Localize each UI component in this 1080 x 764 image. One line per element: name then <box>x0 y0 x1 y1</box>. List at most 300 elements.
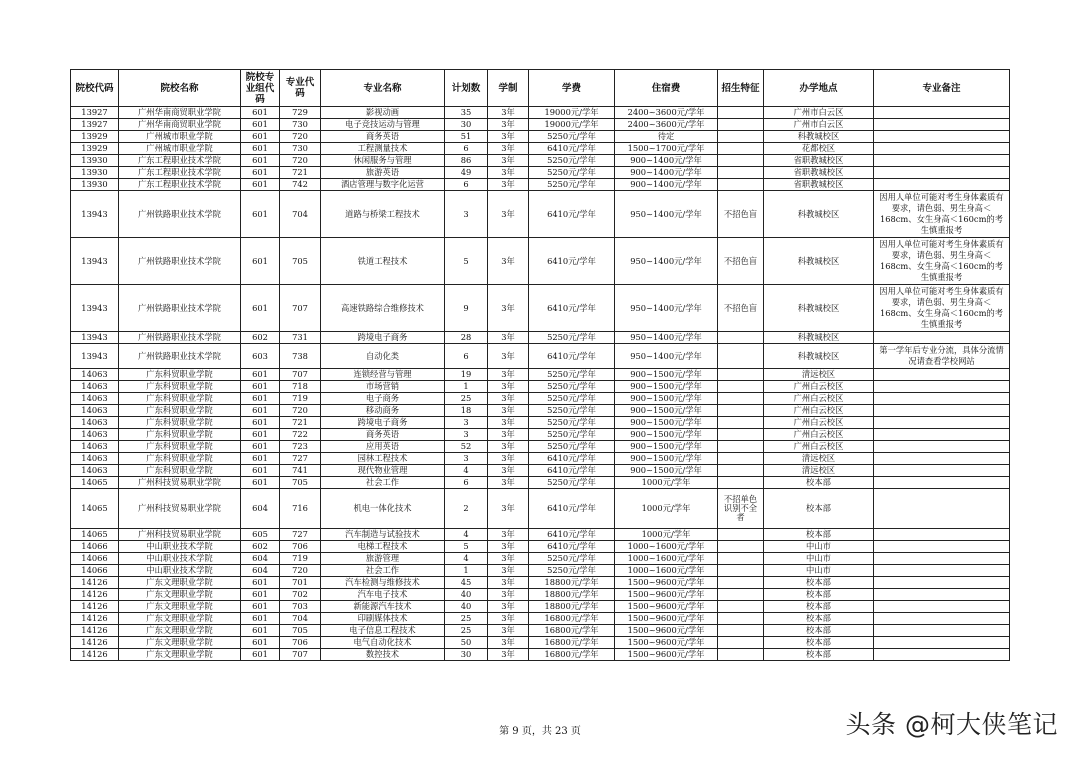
cell-tuition: 19000元/学年 <box>529 107 615 119</box>
cell-location: 校本部 <box>764 489 874 529</box>
cell-plan-count: 18 <box>445 405 488 417</box>
cell-major-notes <box>874 453 1010 465</box>
cell-duration: 3年 <box>488 649 529 661</box>
table-row <box>71 393 1010 405</box>
cell-location: 广州白云校区 <box>764 405 874 417</box>
cell-tuition: 6410元/学年 <box>529 529 615 541</box>
cell-major-notes <box>874 131 1010 143</box>
cell-school-name: 广州铁路职业技术学院 <box>119 332 241 344</box>
cell-enrollment-feature <box>718 369 764 381</box>
cell-school-code: 13943 <box>71 285 119 332</box>
cell-school-code: 13927 <box>71 119 119 131</box>
cell-duration: 3年 <box>488 453 529 465</box>
cell-location: 校本部 <box>764 529 874 541</box>
cell-location: 中山市 <box>764 553 874 565</box>
cell-tuition: 6410元/学年 <box>529 285 615 332</box>
cell-duration: 3年 <box>488 541 529 553</box>
table-row <box>71 577 1010 589</box>
cell-major-code: 721 <box>280 417 321 429</box>
cell-group-code: 601 <box>241 417 280 429</box>
cell-enrollment-feature <box>718 453 764 465</box>
cell-dorm-fee: 1000元/学年 <box>615 529 718 541</box>
cell-major-notes: 因用人单位可能对考生身体素质有要求，请色弱、男生身高＜168cm、女生身高＜160cm的考生慎重报考 <box>874 238 1010 285</box>
cell-school-name: 广东工程职业技术学院 <box>119 179 241 191</box>
cell-plan-count: 4 <box>445 529 488 541</box>
cell-plan-count: 40 <box>445 589 488 601</box>
table-row <box>71 441 1010 453</box>
cell-school-code: 14126 <box>71 577 119 589</box>
cell-school-name: 广东工程职业技术学院 <box>119 167 241 179</box>
cell-location: 校本部 <box>764 637 874 649</box>
cell-location: 广州白云校区 <box>764 381 874 393</box>
cell-school-code: 14066 <box>71 541 119 553</box>
cell-enrollment-feature: 不招单色识别不全者 <box>718 489 764 529</box>
cell-location: 广州白云校区 <box>764 393 874 405</box>
cell-major-notes <box>874 441 1010 453</box>
cell-dorm-fee: 待定 <box>615 131 718 143</box>
cell-location: 广州市白云区 <box>764 107 874 119</box>
cell-school-code: 14126 <box>71 637 119 649</box>
cell-major-name: 汽车电子技术 <box>321 589 445 601</box>
cell-location: 校本部 <box>764 477 874 489</box>
cell-group-code: 601 <box>241 167 280 179</box>
cell-school-code: 13943 <box>71 332 119 344</box>
cell-school-name: 广东文理职业学院 <box>119 649 241 661</box>
cell-major-name: 社会工作 <box>321 477 445 489</box>
cell-major-name: 旅游英语 <box>321 167 445 179</box>
cell-group-code: 601 <box>241 589 280 601</box>
cell-tuition: 5250元/学年 <box>529 155 615 167</box>
cell-major-name: 市场营销 <box>321 381 445 393</box>
cell-tuition: 19000元/学年 <box>529 119 615 131</box>
cell-school-name: 广东文理职业学院 <box>119 625 241 637</box>
cell-group-code: 601 <box>241 107 280 119</box>
table-row <box>71 417 1010 429</box>
cell-major-name: 新能源汽车技术 <box>321 601 445 613</box>
cell-major-notes <box>874 541 1010 553</box>
cell-plan-count: 4 <box>445 553 488 565</box>
cell-dorm-fee: 900~1500元/学年 <box>615 393 718 405</box>
cell-enrollment-feature <box>718 577 764 589</box>
cell-school-code: 14063 <box>71 417 119 429</box>
cell-major-notes <box>874 637 1010 649</box>
cell-plan-count: 86 <box>445 155 488 167</box>
cell-major-code: 720 <box>280 405 321 417</box>
cell-major-name: 数控技术 <box>321 649 445 661</box>
cell-group-code: 601 <box>241 601 280 613</box>
cell-dorm-fee: 900~1400元/学年 <box>615 167 718 179</box>
cell-school-name: 广州铁路职业技术学院 <box>119 191 241 238</box>
page-number: 第 9 页，共 23 页 <box>499 726 581 737</box>
cell-dorm-fee: 1000元/学年 <box>615 477 718 489</box>
cell-plan-count: 5 <box>445 541 488 553</box>
cell-major-code: 730 <box>280 143 321 155</box>
table-row <box>71 553 1010 565</box>
cell-major-name: 酒店管理与数字化运营 <box>321 179 445 191</box>
cell-tuition: 5250元/学年 <box>529 565 615 577</box>
table-row <box>71 649 1010 661</box>
cell-tuition: 5250元/学年 <box>529 417 615 429</box>
cell-major-name: 汽车检测与维修技术 <box>321 577 445 589</box>
cell-location: 省职教城校区 <box>764 155 874 167</box>
cell-school-name: 中山职业技术学院 <box>119 565 241 577</box>
cell-major-code: 704 <box>280 191 321 238</box>
cell-major-notes <box>874 393 1010 405</box>
cell-enrollment-feature <box>718 417 764 429</box>
cell-group-code: 602 <box>241 541 280 553</box>
cell-school-name: 广东科贸职业学院 <box>119 369 241 381</box>
cell-plan-count: 49 <box>445 167 488 179</box>
cell-major-name: 高速铁路综合维修技术 <box>321 285 445 332</box>
cell-enrollment-feature <box>718 107 764 119</box>
cell-major-notes <box>874 417 1010 429</box>
cell-location: 校本部 <box>764 589 874 601</box>
cell-location: 校本部 <box>764 613 874 625</box>
cell-tuition: 16800元/学年 <box>529 625 615 637</box>
cell-duration: 3年 <box>488 529 529 541</box>
cell-duration: 3年 <box>488 238 529 285</box>
cell-location: 中山市 <box>764 565 874 577</box>
cell-tuition: 6410元/学年 <box>529 344 615 369</box>
cell-school-name: 中山职业技术学院 <box>119 541 241 553</box>
cell-major-notes: 因用人单位可能对考生身体素质有要求，请色弱、男生身高＜168cm、女生身高＜160cm的考生慎重报考 <box>874 285 1010 332</box>
cell-group-code: 601 <box>241 613 280 625</box>
cell-location: 广州白云校区 <box>764 429 874 441</box>
cell-major-notes <box>874 155 1010 167</box>
cell-plan-count: 3 <box>445 453 488 465</box>
cell-duration: 3年 <box>488 601 529 613</box>
cell-school-code: 14063 <box>71 405 119 417</box>
cell-school-code: 14126 <box>71 589 119 601</box>
cell-school-code: 14126 <box>71 625 119 637</box>
cell-plan-count: 45 <box>445 577 488 589</box>
cell-location: 科教城校区 <box>764 285 874 332</box>
cell-school-name: 广东科贸职业学院 <box>119 417 241 429</box>
cell-major-name: 道路与桥梁工程技术 <box>321 191 445 238</box>
cell-major-code: 702 <box>280 589 321 601</box>
cell-dorm-fee: 1500~9600元/学年 <box>615 637 718 649</box>
cell-major-code: 742 <box>280 179 321 191</box>
cell-duration: 3年 <box>488 119 529 131</box>
cell-dorm-fee: 950~1400元/学年 <box>615 332 718 344</box>
cell-group-code: 601 <box>241 143 280 155</box>
table-row <box>71 565 1010 577</box>
cell-tuition: 5250元/学年 <box>529 441 615 453</box>
cell-dorm-fee: 1500~9600元/学年 <box>615 589 718 601</box>
cell-major-name: 汽车制造与试验技术 <box>321 529 445 541</box>
header-major-code: 专业代码 <box>280 70 321 107</box>
admission-plan-table <box>70 69 1010 661</box>
cell-enrollment-feature <box>718 167 764 179</box>
cell-enrollment-feature <box>718 625 764 637</box>
cell-school-name: 广东科贸职业学院 <box>119 429 241 441</box>
cell-plan-count: 6 <box>445 143 488 155</box>
cell-enrollment-feature <box>718 601 764 613</box>
cell-school-name: 广州科技贸易职业学院 <box>119 529 241 541</box>
cell-location: 科教城校区 <box>764 131 874 143</box>
cell-major-name: 社会工作 <box>321 565 445 577</box>
cell-dorm-fee: 1500~9600元/学年 <box>615 649 718 661</box>
cell-school-code: 14126 <box>71 601 119 613</box>
cell-school-name: 广州城市职业学院 <box>119 131 241 143</box>
cell-dorm-fee: 950~1400元/学年 <box>615 238 718 285</box>
cell-school-name: 广州华南商贸职业学院 <box>119 107 241 119</box>
cell-major-code: 727 <box>280 453 321 465</box>
cell-location: 校本部 <box>764 601 874 613</box>
cell-major-notes <box>874 107 1010 119</box>
cell-plan-count: 51 <box>445 131 488 143</box>
cell-major-notes: 第一学年后专业分流，具体分流情况请查看学校网站 <box>874 344 1010 369</box>
cell-school-name: 广东科贸职业学院 <box>119 381 241 393</box>
cell-enrollment-feature <box>718 565 764 577</box>
cell-dorm-fee: 1000~1600元/学年 <box>615 553 718 565</box>
table-row <box>71 613 1010 625</box>
cell-plan-count: 25 <box>445 393 488 405</box>
table-row <box>71 167 1010 179</box>
cell-plan-count: 6 <box>445 179 488 191</box>
cell-tuition: 6410元/学年 <box>529 465 615 477</box>
cell-major-name: 电气自动化技术 <box>321 637 445 649</box>
cell-dorm-fee: 900~1500元/学年 <box>615 441 718 453</box>
cell-major-code: 731 <box>280 332 321 344</box>
cell-enrollment-feature <box>718 381 764 393</box>
cell-location: 校本部 <box>764 577 874 589</box>
cell-plan-count: 30 <box>445 649 488 661</box>
cell-duration: 3年 <box>488 381 529 393</box>
cell-school-name: 广东文理职业学院 <box>119 601 241 613</box>
cell-enrollment-feature <box>718 119 764 131</box>
table-row <box>71 381 1010 393</box>
cell-dorm-fee: 950~1400元/学年 <box>615 285 718 332</box>
cell-enrollment-feature <box>718 477 764 489</box>
cell-major-code: 719 <box>280 393 321 405</box>
table-row <box>71 465 1010 477</box>
cell-duration: 3年 <box>488 489 529 529</box>
cell-dorm-fee: 900~1500元/学年 <box>615 453 718 465</box>
cell-major-code: 730 <box>280 119 321 131</box>
cell-duration: 3年 <box>488 369 529 381</box>
cell-group-code: 601 <box>241 465 280 477</box>
cell-group-code: 601 <box>241 155 280 167</box>
cell-major-code: 722 <box>280 429 321 441</box>
cell-major-notes <box>874 143 1010 155</box>
cell-major-name: 现代物业管理 <box>321 465 445 477</box>
watermark-text: 头条 @柯大侠笔记 <box>845 710 1058 739</box>
cell-major-notes <box>874 381 1010 393</box>
table-row <box>71 344 1010 369</box>
cell-plan-count: 3 <box>445 417 488 429</box>
cell-enrollment-feature <box>718 589 764 601</box>
cell-plan-count: 3 <box>445 429 488 441</box>
table-header-row <box>71 70 1010 107</box>
header-tuition: 学费 <box>529 70 615 107</box>
cell-school-name: 广东文理职业学院 <box>119 613 241 625</box>
cell-school-code: 14126 <box>71 649 119 661</box>
cell-major-notes <box>874 649 1010 661</box>
cell-major-code: 707 <box>280 285 321 332</box>
cell-major-name: 印刷媒体技术 <box>321 613 445 625</box>
cell-school-code: 14063 <box>71 465 119 477</box>
cell-dorm-fee: 2400~3600元/学年 <box>615 119 718 131</box>
cell-major-notes <box>874 429 1010 441</box>
cell-school-name: 广东科贸职业学院 <box>119 405 241 417</box>
table-row <box>71 601 1010 613</box>
cell-enrollment-feature <box>718 344 764 369</box>
cell-group-code: 601 <box>241 238 280 285</box>
cell-group-code: 605 <box>241 529 280 541</box>
cell-enrollment-feature <box>718 429 764 441</box>
cell-major-notes <box>874 589 1010 601</box>
cell-tuition: 6410元/学年 <box>529 143 615 155</box>
cell-duration: 3年 <box>488 477 529 489</box>
cell-tuition: 5250元/学年 <box>529 429 615 441</box>
cell-major-code: 703 <box>280 601 321 613</box>
cell-school-code: 14063 <box>71 441 119 453</box>
cell-location: 中山市 <box>764 541 874 553</box>
cell-location: 省职教城校区 <box>764 179 874 191</box>
cell-major-notes <box>874 553 1010 565</box>
cell-plan-count: 30 <box>445 119 488 131</box>
cell-tuition: 18800元/学年 <box>529 601 615 613</box>
cell-school-name: 广州铁路职业技术学院 <box>119 285 241 332</box>
cell-group-code: 601 <box>241 131 280 143</box>
cell-duration: 3年 <box>488 344 529 369</box>
cell-group-code: 601 <box>241 477 280 489</box>
cell-major-notes <box>874 119 1010 131</box>
table-row <box>71 589 1010 601</box>
cell-duration: 3年 <box>488 393 529 405</box>
cell-tuition: 18800元/学年 <box>529 589 615 601</box>
cell-major-name: 商务英语 <box>321 429 445 441</box>
cell-plan-count: 50 <box>445 637 488 649</box>
table-row <box>71 285 1010 332</box>
cell-duration: 3年 <box>488 179 529 191</box>
cell-group-code: 604 <box>241 553 280 565</box>
cell-major-code: 716 <box>280 489 321 529</box>
cell-major-code: 705 <box>280 625 321 637</box>
cell-major-name: 移动商务 <box>321 405 445 417</box>
cell-school-name: 广州华南商贸职业学院 <box>119 119 241 131</box>
cell-school-name: 广东科贸职业学院 <box>119 441 241 453</box>
cell-major-name: 应用英语 <box>321 441 445 453</box>
cell-enrollment-feature: 不招色盲 <box>718 285 764 332</box>
cell-school-code: 14066 <box>71 553 119 565</box>
cell-duration: 3年 <box>488 429 529 441</box>
cell-duration: 3年 <box>488 191 529 238</box>
cell-dorm-fee: 900~1500元/学年 <box>615 369 718 381</box>
cell-dorm-fee: 1000~1600元/学年 <box>615 541 718 553</box>
cell-enrollment-feature: 不招色盲 <box>718 238 764 285</box>
cell-school-name: 广东文理职业学院 <box>119 589 241 601</box>
cell-group-code: 601 <box>241 649 280 661</box>
cell-enrollment-feature <box>718 131 764 143</box>
cell-major-code: 729 <box>280 107 321 119</box>
cell-major-code: 723 <box>280 441 321 453</box>
cell-enrollment-feature <box>718 637 764 649</box>
cell-group-code: 601 <box>241 405 280 417</box>
cell-major-notes <box>874 167 1010 179</box>
cell-school-code: 13929 <box>71 131 119 143</box>
cell-enrollment-feature <box>718 529 764 541</box>
cell-major-code: 738 <box>280 344 321 369</box>
cell-plan-count: 25 <box>445 613 488 625</box>
cell-group-code: 601 <box>241 119 280 131</box>
table-row <box>71 429 1010 441</box>
header-dorm-fee: 住宿费 <box>615 70 718 107</box>
cell-group-code: 604 <box>241 489 280 529</box>
cell-school-code: 13927 <box>71 107 119 119</box>
cell-school-code: 14065 <box>71 489 119 529</box>
cell-group-code: 601 <box>241 369 280 381</box>
cell-plan-count: 28 <box>445 332 488 344</box>
cell-school-code: 13930 <box>71 179 119 191</box>
cell-dorm-fee: 900~1400元/学年 <box>615 179 718 191</box>
cell-location: 校本部 <box>764 649 874 661</box>
cell-duration: 3年 <box>488 417 529 429</box>
cell-major-name: 电梯工程技术 <box>321 541 445 553</box>
cell-major-code: 701 <box>280 577 321 589</box>
cell-school-code: 13943 <box>71 238 119 285</box>
cell-tuition: 6410元/学年 <box>529 238 615 285</box>
cell-enrollment-feature <box>718 143 764 155</box>
cell-group-code: 601 <box>241 381 280 393</box>
cell-dorm-fee: 1500~9600元/学年 <box>615 577 718 589</box>
cell-tuition: 6410元/学年 <box>529 453 615 465</box>
cell-tuition: 5250元/学年 <box>529 553 615 565</box>
cell-duration: 3年 <box>488 637 529 649</box>
cell-major-code: 720 <box>280 131 321 143</box>
cell-school-name: 中山职业技术学院 <box>119 553 241 565</box>
cell-major-name: 旅游管理 <box>321 553 445 565</box>
cell-dorm-fee: 900~1500元/学年 <box>615 405 718 417</box>
cell-duration: 3年 <box>488 553 529 565</box>
cell-dorm-fee: 1500~9600元/学年 <box>615 601 718 613</box>
cell-tuition: 5250元/学年 <box>529 167 615 179</box>
table-row <box>71 332 1010 344</box>
cell-major-notes <box>874 565 1010 577</box>
cell-dorm-fee: 900~1500元/学年 <box>615 465 718 477</box>
cell-tuition: 16800元/学年 <box>529 649 615 661</box>
cell-dorm-fee: 900~1500元/学年 <box>615 429 718 441</box>
cell-plan-count: 1 <box>445 381 488 393</box>
cell-location: 科教城校区 <box>764 238 874 285</box>
cell-school-name: 广州科技贸易职业学院 <box>119 489 241 529</box>
cell-dorm-fee: 1000~1600元/学年 <box>615 565 718 577</box>
cell-major-name: 电子商务 <box>321 393 445 405</box>
cell-tuition: 16800元/学年 <box>529 613 615 625</box>
cell-duration: 3年 <box>488 167 529 179</box>
cell-dorm-fee: 950~1400元/学年 <box>615 191 718 238</box>
cell-dorm-fee: 900~1500元/学年 <box>615 417 718 429</box>
cell-duration: 3年 <box>488 155 529 167</box>
cell-group-code: 601 <box>241 453 280 465</box>
cell-location: 花都校区 <box>764 143 874 155</box>
cell-group-code: 601 <box>241 285 280 332</box>
cell-group-code: 601 <box>241 179 280 191</box>
cell-group-code: 604 <box>241 565 280 577</box>
cell-school-name: 广州科技贸易职业学院 <box>119 477 241 489</box>
cell-school-code: 14065 <box>71 477 119 489</box>
cell-tuition: 5250元/学年 <box>529 393 615 405</box>
cell-location: 广州白云校区 <box>764 417 874 429</box>
cell-major-name: 自动化类 <box>321 344 445 369</box>
header-major-notes: 专业备注 <box>874 70 1010 107</box>
cell-school-code: 14126 <box>71 613 119 625</box>
cell-major-name: 工程测量技术 <box>321 143 445 155</box>
cell-tuition: 16800元/学年 <box>529 637 615 649</box>
cell-major-name: 电子信息工程技术 <box>321 625 445 637</box>
cell-school-code: 14065 <box>71 529 119 541</box>
